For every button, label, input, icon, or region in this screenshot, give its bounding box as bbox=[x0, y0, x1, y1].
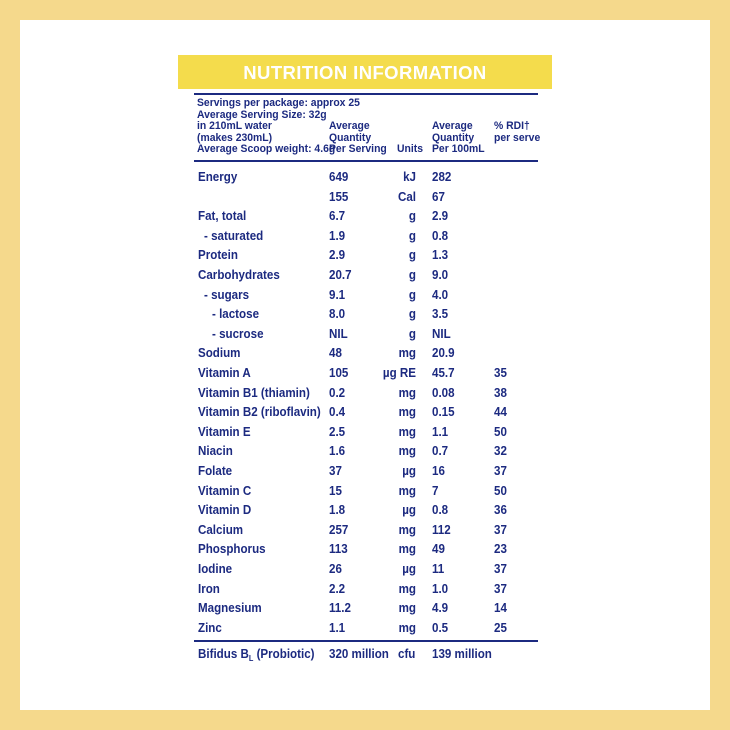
unit-value: mg bbox=[398, 405, 416, 420]
per-serving-value: 257 bbox=[329, 522, 349, 537]
water-line-2: (makes 230mL) bbox=[197, 131, 273, 144]
unit-value: g bbox=[408, 287, 416, 302]
rdi-value: 44 bbox=[494, 405, 507, 420]
rdi-value: 50 bbox=[494, 483, 507, 498]
per-serving-value: 113 bbox=[329, 542, 348, 557]
probiotic-row bbox=[178, 645, 552, 665]
nutrient-row bbox=[178, 482, 552, 502]
per-serving-value: 20.7 bbox=[329, 268, 352, 282]
water-line-1: in 210mL water bbox=[197, 120, 272, 133]
per-serving-value: 105 bbox=[329, 366, 349, 380]
per-100ml-value: 0.8 bbox=[432, 503, 449, 518]
per-100ml-value: 4.9 bbox=[432, 601, 449, 616]
unit-value: mg bbox=[398, 620, 416, 635]
per-serving-value: 26 bbox=[329, 562, 342, 576]
nutrient-name: Energy bbox=[198, 170, 238, 184]
unit-value: g bbox=[408, 268, 416, 282]
nutrient-name: - saturated bbox=[204, 228, 264, 243]
nutrient-name: Magnesium bbox=[198, 601, 262, 616]
unit-value: mg bbox=[398, 385, 416, 400]
unit-value: g bbox=[408, 209, 416, 224]
nutrient-name: Iodine bbox=[198, 562, 233, 576]
unit-value: mg bbox=[398, 444, 416, 459]
rdi-value: 50 bbox=[494, 424, 507, 439]
nutrient-name: Vitamin C bbox=[198, 483, 252, 498]
probiotic-top-rule bbox=[194, 640, 538, 642]
unit-value: g bbox=[408, 228, 416, 243]
per-100ml-value: 1.1 bbox=[432, 424, 449, 439]
nutrient-name: - sucrose bbox=[212, 326, 264, 341]
per-100ml-value: 49 bbox=[432, 542, 445, 557]
nutrient-row bbox=[178, 599, 552, 619]
nutrient-name: Phosphorus bbox=[198, 542, 266, 557]
nutrient-row bbox=[178, 540, 552, 560]
unit-value: mg bbox=[398, 522, 416, 537]
per-serving-value: 2.9 bbox=[329, 248, 346, 263]
per-100ml-value: 1.3 bbox=[432, 248, 449, 263]
nutrient-name: Carbohydrates bbox=[198, 268, 280, 282]
unit-value: mg bbox=[398, 581, 416, 596]
unit-value: g bbox=[408, 326, 416, 341]
per-serving-value: 649 bbox=[329, 170, 349, 184]
header-top-rule bbox=[194, 93, 538, 95]
nutrient-row bbox=[178, 501, 552, 521]
per-100ml-value: 0.8 bbox=[432, 228, 449, 243]
nutrient-name: Niacin bbox=[198, 444, 233, 459]
per-serving-value: NIL bbox=[329, 326, 348, 341]
col-100ml-label-1: Average bbox=[432, 120, 473, 133]
nutrient-row bbox=[178, 580, 552, 600]
nutrient-row bbox=[178, 227, 552, 247]
nutrient-name: Vitamin E bbox=[198, 424, 251, 439]
rdi-value: 35 bbox=[494, 366, 507, 380]
per-100ml-value: 2.9 bbox=[432, 209, 449, 224]
per-serving-value: 8.0 bbox=[329, 307, 346, 322]
nutrient-row bbox=[178, 442, 552, 462]
per-100ml-value: 0.15 bbox=[432, 405, 455, 420]
unit-value: g bbox=[408, 307, 416, 322]
per-serving-value: 2.2 bbox=[329, 581, 346, 596]
serving-size: Average Serving Size: 32g bbox=[197, 108, 327, 121]
nutrient-name: Calcium bbox=[198, 522, 244, 537]
per-serving-value: 9.1 bbox=[329, 287, 346, 302]
nutrient-row bbox=[178, 266, 552, 286]
nutrient-name: Iron bbox=[198, 581, 220, 596]
unit-value: µg RE bbox=[382, 366, 416, 380]
nutrient-name: Vitamin A bbox=[198, 366, 251, 380]
col-serving-label-3: Per Serving bbox=[329, 143, 387, 156]
col-rdi-label-2: per serve bbox=[494, 131, 541, 144]
per-serving-value: 48 bbox=[329, 346, 342, 361]
probiotic-per-100ml: 139 million bbox=[432, 647, 492, 661]
nutrient-row bbox=[178, 188, 552, 208]
nutrient-row bbox=[178, 384, 552, 404]
unit-value: µg bbox=[402, 503, 416, 518]
per-100ml-value: 7 bbox=[432, 483, 439, 498]
unit-value: g bbox=[408, 248, 416, 263]
nutrient-row bbox=[178, 521, 552, 541]
unit-value: µg bbox=[402, 562, 416, 576]
nutrient-row bbox=[178, 619, 552, 639]
nutrient-row bbox=[178, 364, 552, 384]
per-100ml-value: 20.9 bbox=[432, 346, 455, 361]
col-serving-label-2: Quantity bbox=[329, 131, 372, 144]
rdi-value: 23 bbox=[494, 542, 507, 557]
per-100ml-value: 1.0 bbox=[432, 581, 449, 596]
unit-value: kJ bbox=[403, 170, 416, 184]
unit-value: mg bbox=[398, 601, 416, 616]
probiotic-name: Bifidus $B_L$ (Probiotic) bbox=[198, 647, 315, 663]
nutrient-name: Sodium bbox=[198, 346, 241, 361]
unit-value: mg bbox=[398, 424, 416, 439]
col-100ml-label-2: Quantity bbox=[432, 131, 475, 144]
rdi-value: 37 bbox=[494, 522, 507, 537]
col-serving-label-1: Average bbox=[329, 120, 370, 133]
nutrient-name: - lactose bbox=[212, 307, 260, 322]
per-serving-value: 1.6 bbox=[329, 444, 346, 459]
per-serving-value: 1.8 bbox=[329, 503, 346, 518]
per-100ml-value: 4.0 bbox=[432, 287, 449, 302]
rdi-value: 32 bbox=[494, 444, 507, 459]
probiotic-per-serving: 320 million bbox=[329, 647, 389, 661]
per-100ml-value: 16 bbox=[432, 464, 445, 478]
rdi-value: 14 bbox=[494, 601, 507, 616]
nutrient-name: Vitamin B1 (thiamin) bbox=[198, 385, 310, 400]
per-100ml-value: NIL bbox=[432, 326, 451, 341]
nutrition-panel bbox=[178, 55, 552, 663]
rdi-value: 37 bbox=[494, 581, 507, 596]
rdi-value: 36 bbox=[494, 503, 507, 518]
unit-value: mg bbox=[398, 542, 416, 557]
nutrient-name: Zinc bbox=[198, 620, 222, 635]
col-rdi-label-1: % RDI† bbox=[494, 120, 530, 133]
unit-value: µg bbox=[402, 464, 416, 478]
header-bottom-rule bbox=[194, 160, 538, 162]
nutrient-name: Folate bbox=[198, 464, 233, 478]
per-100ml-value: 67 bbox=[432, 189, 445, 204]
nutrient-row bbox=[178, 560, 552, 580]
servings-per-package: Servings per package: approx 25 bbox=[197, 97, 360, 109]
per-100ml-value: 3.5 bbox=[432, 307, 449, 322]
nutrient-row bbox=[178, 462, 552, 482]
per-100ml-value: 11 bbox=[432, 562, 445, 576]
per-serving-value: 2.5 bbox=[329, 424, 346, 439]
per-serving-value: 1.1 bbox=[329, 620, 346, 635]
rdi-value: 38 bbox=[494, 385, 507, 400]
nutrient-name: Protein bbox=[198, 248, 238, 263]
panel-title: NUTRITION INFORMATION bbox=[178, 55, 552, 89]
per-serving-value: 15 bbox=[329, 483, 342, 498]
nutrient-row bbox=[178, 344, 552, 364]
per-100ml-value: 0.5 bbox=[432, 620, 449, 635]
nutrient-name: Vitamin B2 (riboflavin) bbox=[198, 405, 321, 420]
unit-value: mg bbox=[398, 346, 416, 361]
unit-value: mg bbox=[398, 483, 416, 498]
per-serving-value: 0.4 bbox=[329, 405, 346, 420]
per-100ml-value: 112 bbox=[432, 522, 451, 537]
scoop-weight: Average Scoop weight: 4.6g bbox=[197, 143, 336, 156]
per-100ml-value: 282 bbox=[432, 170, 452, 184]
nutrient-row bbox=[178, 325, 552, 345]
nutrient-row bbox=[178, 168, 552, 188]
nutrient-name: - sugars bbox=[204, 287, 250, 302]
per-serving-value: 37 bbox=[329, 464, 342, 478]
per-100ml-value: 0.08 bbox=[432, 385, 455, 400]
per-serving-value: 1.9 bbox=[329, 228, 346, 243]
probiotic-unit: cfu bbox=[398, 647, 416, 661]
per-100ml-value: 9.0 bbox=[432, 268, 449, 282]
per-serving-value: 11.2 bbox=[329, 601, 351, 616]
nutrient-row bbox=[178, 305, 552, 325]
per-serving-value: 6.7 bbox=[329, 209, 346, 224]
per-serving-value: 0.2 bbox=[329, 385, 346, 400]
col-100ml-label-3: Per 100mL bbox=[432, 143, 485, 156]
nutrient-row bbox=[178, 403, 552, 423]
col-units-label: Units bbox=[397, 143, 423, 156]
per-serving-value: 155 bbox=[329, 189, 349, 204]
nutrient-row bbox=[178, 207, 552, 227]
per-100ml-value: 45.7 bbox=[432, 366, 455, 380]
per-100ml-value: 0.7 bbox=[432, 444, 449, 459]
unit-value: Cal bbox=[397, 189, 416, 204]
nutrient-row bbox=[178, 423, 552, 443]
rdi-value: 37 bbox=[494, 464, 507, 478]
nutrient-row bbox=[178, 246, 552, 266]
rdi-value: 25 bbox=[494, 620, 507, 635]
nutrient-row bbox=[178, 286, 552, 306]
nutrient-name: Vitamin D bbox=[198, 503, 252, 518]
nutrient-name: Fat, total bbox=[198, 209, 247, 224]
rdi-value: 37 bbox=[494, 562, 507, 576]
